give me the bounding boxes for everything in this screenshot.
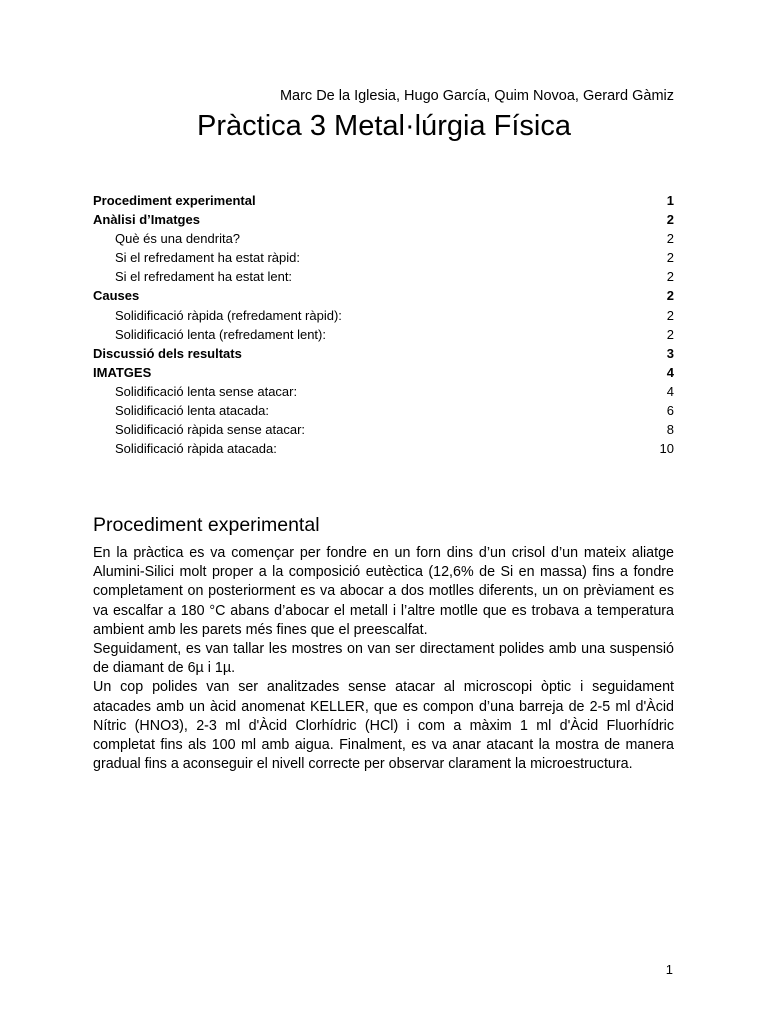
toc-entry[interactable]	[93, 363, 674, 382]
toc-entry-label: Solidificació lenta atacada:	[115, 403, 269, 419]
toc-entry-label: Solidificació ràpida atacada:	[115, 441, 277, 457]
document-title: Pràctica 3 Metal·lúrgia Física	[197, 110, 571, 142]
toc-entry-page: 4	[666, 364, 674, 380]
toc-entry-page: 2	[666, 212, 674, 228]
toc-entry-label: Solidificació ràpida (refredament ràpid):	[115, 307, 342, 323]
toc-entry-label: Causes	[93, 288, 140, 304]
authors-line: Marc De la Iglesia, Hugo García, Quim Novoa, Gerard Gàmiz	[279, 88, 674, 104]
toc-entry[interactable]	[93, 229, 674, 248]
toc-entry[interactable]	[93, 382, 674, 401]
toc-entry-page: 6	[666, 403, 674, 419]
toc-entry[interactable]	[93, 286, 674, 305]
toc-entry[interactable]	[93, 248, 674, 267]
toc-entry-page: 3	[666, 345, 674, 361]
toc-entry-page: 2	[666, 288, 674, 304]
toc-entry-page: 2	[666, 269, 674, 285]
toc-entry[interactable]	[93, 267, 674, 286]
toc-entry-page: 10	[659, 441, 674, 457]
toc-entry[interactable]	[93, 344, 674, 363]
toc-entry-page: 2	[666, 307, 674, 323]
page-number: 1	[665, 962, 673, 977]
toc-entry-label: Anàlisi d’Imatges	[93, 212, 200, 228]
body-paragraph: En la pràctica es va començar per fondre en un forn dins d’un crisol d’un mateix aliatge Alumini-Silici molt proper a la composició eutèctica (12,6% de Si en massa) fins a fondre completament on posteriorment es va abocar a dos motlles diferents, un on prèviament es va escalfar a 180 °C abans d’abocar el metall i l’altre motlle que es trobava a temperatura ambient amb les parets més fines que el preescalfat.	[93, 545, 674, 638]
toc-entry-label: IMATGES	[93, 364, 152, 380]
toc-entry-label: Procediment experimental	[93, 193, 256, 208]
toc-entry-page: 1	[666, 193, 674, 208]
toc-entry[interactable]	[93, 325, 674, 344]
toc-entry-label: Si el refredament ha estat lent:	[115, 269, 293, 285]
section-heading: Procediment experimental	[93, 514, 320, 536]
toc-entry[interactable]	[93, 210, 674, 229]
toc-entry-label: Què és una dendrita?	[115, 231, 241, 247]
toc-entry-page: 2	[666, 231, 674, 247]
section-body	[93, 544, 674, 774]
toc-entry-label: Si el refredament ha estat ràpid:	[115, 250, 300, 266]
toc-entry-page: 8	[666, 422, 674, 438]
body-paragraph: Un cop polides van ser analitzades sense atacar al microscopi òptic i seguidament atacades amb un àcid anomenat KELLER, que es compon d’una barreja de 2-5 ml d'Àcid Nítric (HNO3), 2-3 ml d'Àcid Clorhídric (HCl) i com a màxim 1 ml d'Àcid Fluorhídric completat fins als 100 ml amb aigua. Finalment, es va anar atacant la mostra de manera gradual fins a aconseguir el nivell correcte per observar clarament la microestructura.	[93, 679, 674, 773]
toc-entry-page: 4	[666, 383, 674, 399]
body-paragraph: Seguidament, es van tallar les mostres on van ser directament polides amb una suspensió de diamant de 6µ i 1µ.	[93, 641, 674, 677]
toc-entry-label: Solidificació lenta sense atacar:	[115, 383, 298, 399]
toc-entry-label: Solidificació ràpida sense atacar:	[115, 422, 306, 438]
toc-entry[interactable]	[93, 401, 674, 420]
toc-entry[interactable]	[93, 191, 674, 210]
toc-entry-label: Discussió dels resultats	[93, 345, 242, 361]
table-of-contents	[93, 191, 674, 458]
toc-entry-label: Solidificació lenta (refredament lent):	[115, 326, 326, 342]
toc-entry[interactable]	[93, 439, 674, 458]
toc-entry[interactable]	[93, 420, 674, 439]
toc-entry-page: 2	[666, 326, 674, 342]
toc-entry[interactable]	[93, 306, 674, 325]
toc-entry-page: 2	[666, 250, 674, 266]
